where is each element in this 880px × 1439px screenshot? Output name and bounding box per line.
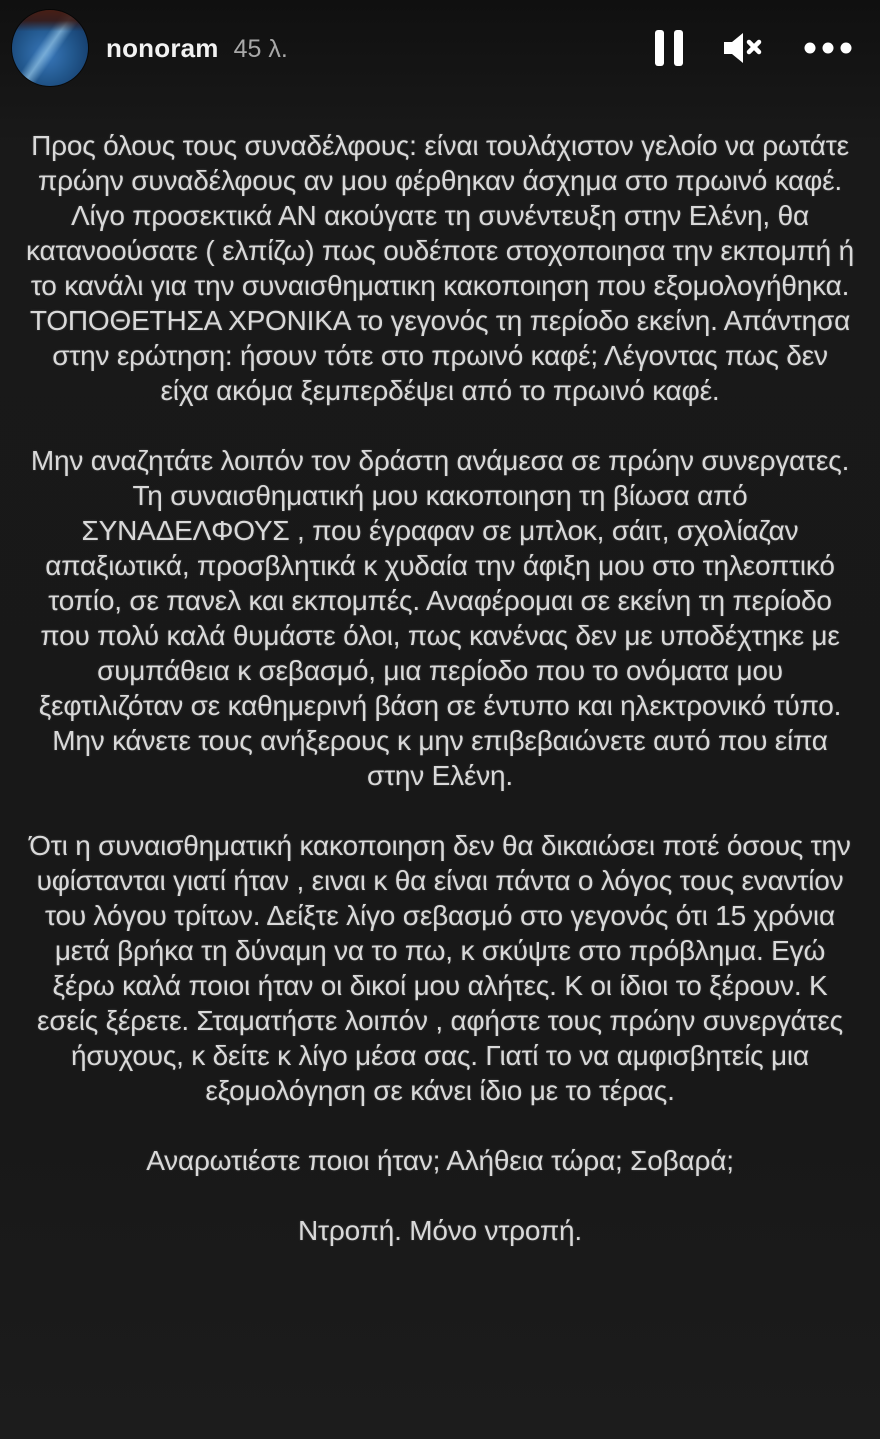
more-options-icon[interactable]	[800, 38, 856, 58]
header-actions	[650, 25, 856, 71]
username[interactable]: nonoram	[106, 32, 219, 63]
story-paragraph: Ότι η συναισθηματική κακοποιηση δεν θα δικαιώσει ποτέ όσους την υφίστανται γιατί ήταν , ειναι κ θα είναι πάντα ο λόγος τους εναντίον του λόγου τρίτων. Δείξτε λίγο σεβασμό στο γεγονός ότι 15 χρόνια μετά βρήκα τη δύναμη να το πω, κ σκύψτε στο πρόβλημα. Εγώ ξέρω καλά ποιοι ήταν οι δικοί μου αλήτες. Κ οι ίδιοι το ξέρουν. Κ εσείς ξέρετε. Σταματήστε λοιπόν , αφήστε τους πρώην συνεργάτες ήσυχους, κ δείτε κ λίγο μέσα σας. Γιατί το να αμφισβητείς μια εξομολόγηση σε κάνει ίδιο με το τέρας.	[29, 830, 851, 1106]
user-meta	[106, 33, 288, 64]
story-paragraph: Αναρωτιέστε ποιοι ήταν; Αλήθεια τώρα; Σοβαρά;	[146, 1145, 734, 1176]
story-timestamp: 45 λ.	[233, 34, 288, 63]
story-paragraph: Προς όλους τους συναδέλφους: είναι τουλάχιστον γελοίο να ρωτάτε πρώην συναδέλφους αν μου φέρθηκαν άσχημα στο πρωινό καφέ. Λίγο προσεκτικά ΑΝ ακούγατε τη συνέντευξη στην Ελένη, θα κατανοούσατε ( ελπίζω) πως ουδέποτε στοχοποιησα την εκπομπή ή το κανάλι για την συναισθηματικη κακοποιηση που εξομολογήθηκα. ΤΟΠΟΘΕΤΗΣΑ ΧΡΟΝΙΚΑ το γεγονός τη περίοδο εκείνη. Απάντησα στην ερώτηση: ήσουν τότε στο πρωινό καφέ; Λέγοντας πως δεν είχα ακόμα ξεμπερδέψει από το πρωινό καφέ.	[26, 130, 854, 406]
muted-speaker-icon[interactable]	[718, 26, 770, 70]
story-header	[0, 0, 880, 96]
pause-icon[interactable]	[650, 25, 688, 71]
story-body	[0, 128, 880, 1248]
story-paragraph: Μην αναζητάτε λοιπόν τον δράστη ανάμεσα σε πρώην συνεργατες. Τη συναισθηματική μου κακοποιηση τη βίωσα από ΣΥΝΑΔΕΛΦΟΥΣ , που έγραφαν σε μπλοκ, σάιτ, σχολίαζαν απαξιωτικά, προσβλητικά κ χυδαία την άφιξη μου στο τηλεοπτικό τοπίο, σε πανελ και εκπομπές. Αναφέρομαι σε εκείνη τη περίοδο που πολύ καλά θυμάστε όλοι, πως κανένας δεν με υποδέχτηκε με συμπάθεια κ σεβασμό, μια περίοδο που το ονόματα μου ξεφτιλιζόταν σε καθημερινή βάση σε έντυπο και ηλεκτρονικό τύπο. Μην κάνετε τους ανήξερους κ μην επιβεβαιώνετε αυτό που είπα στην Ελένη.	[30, 445, 850, 791]
story-paragraph: Ντροπή. Μόνο ντροπή.	[298, 1215, 582, 1246]
avatar[interactable]	[12, 10, 88, 86]
